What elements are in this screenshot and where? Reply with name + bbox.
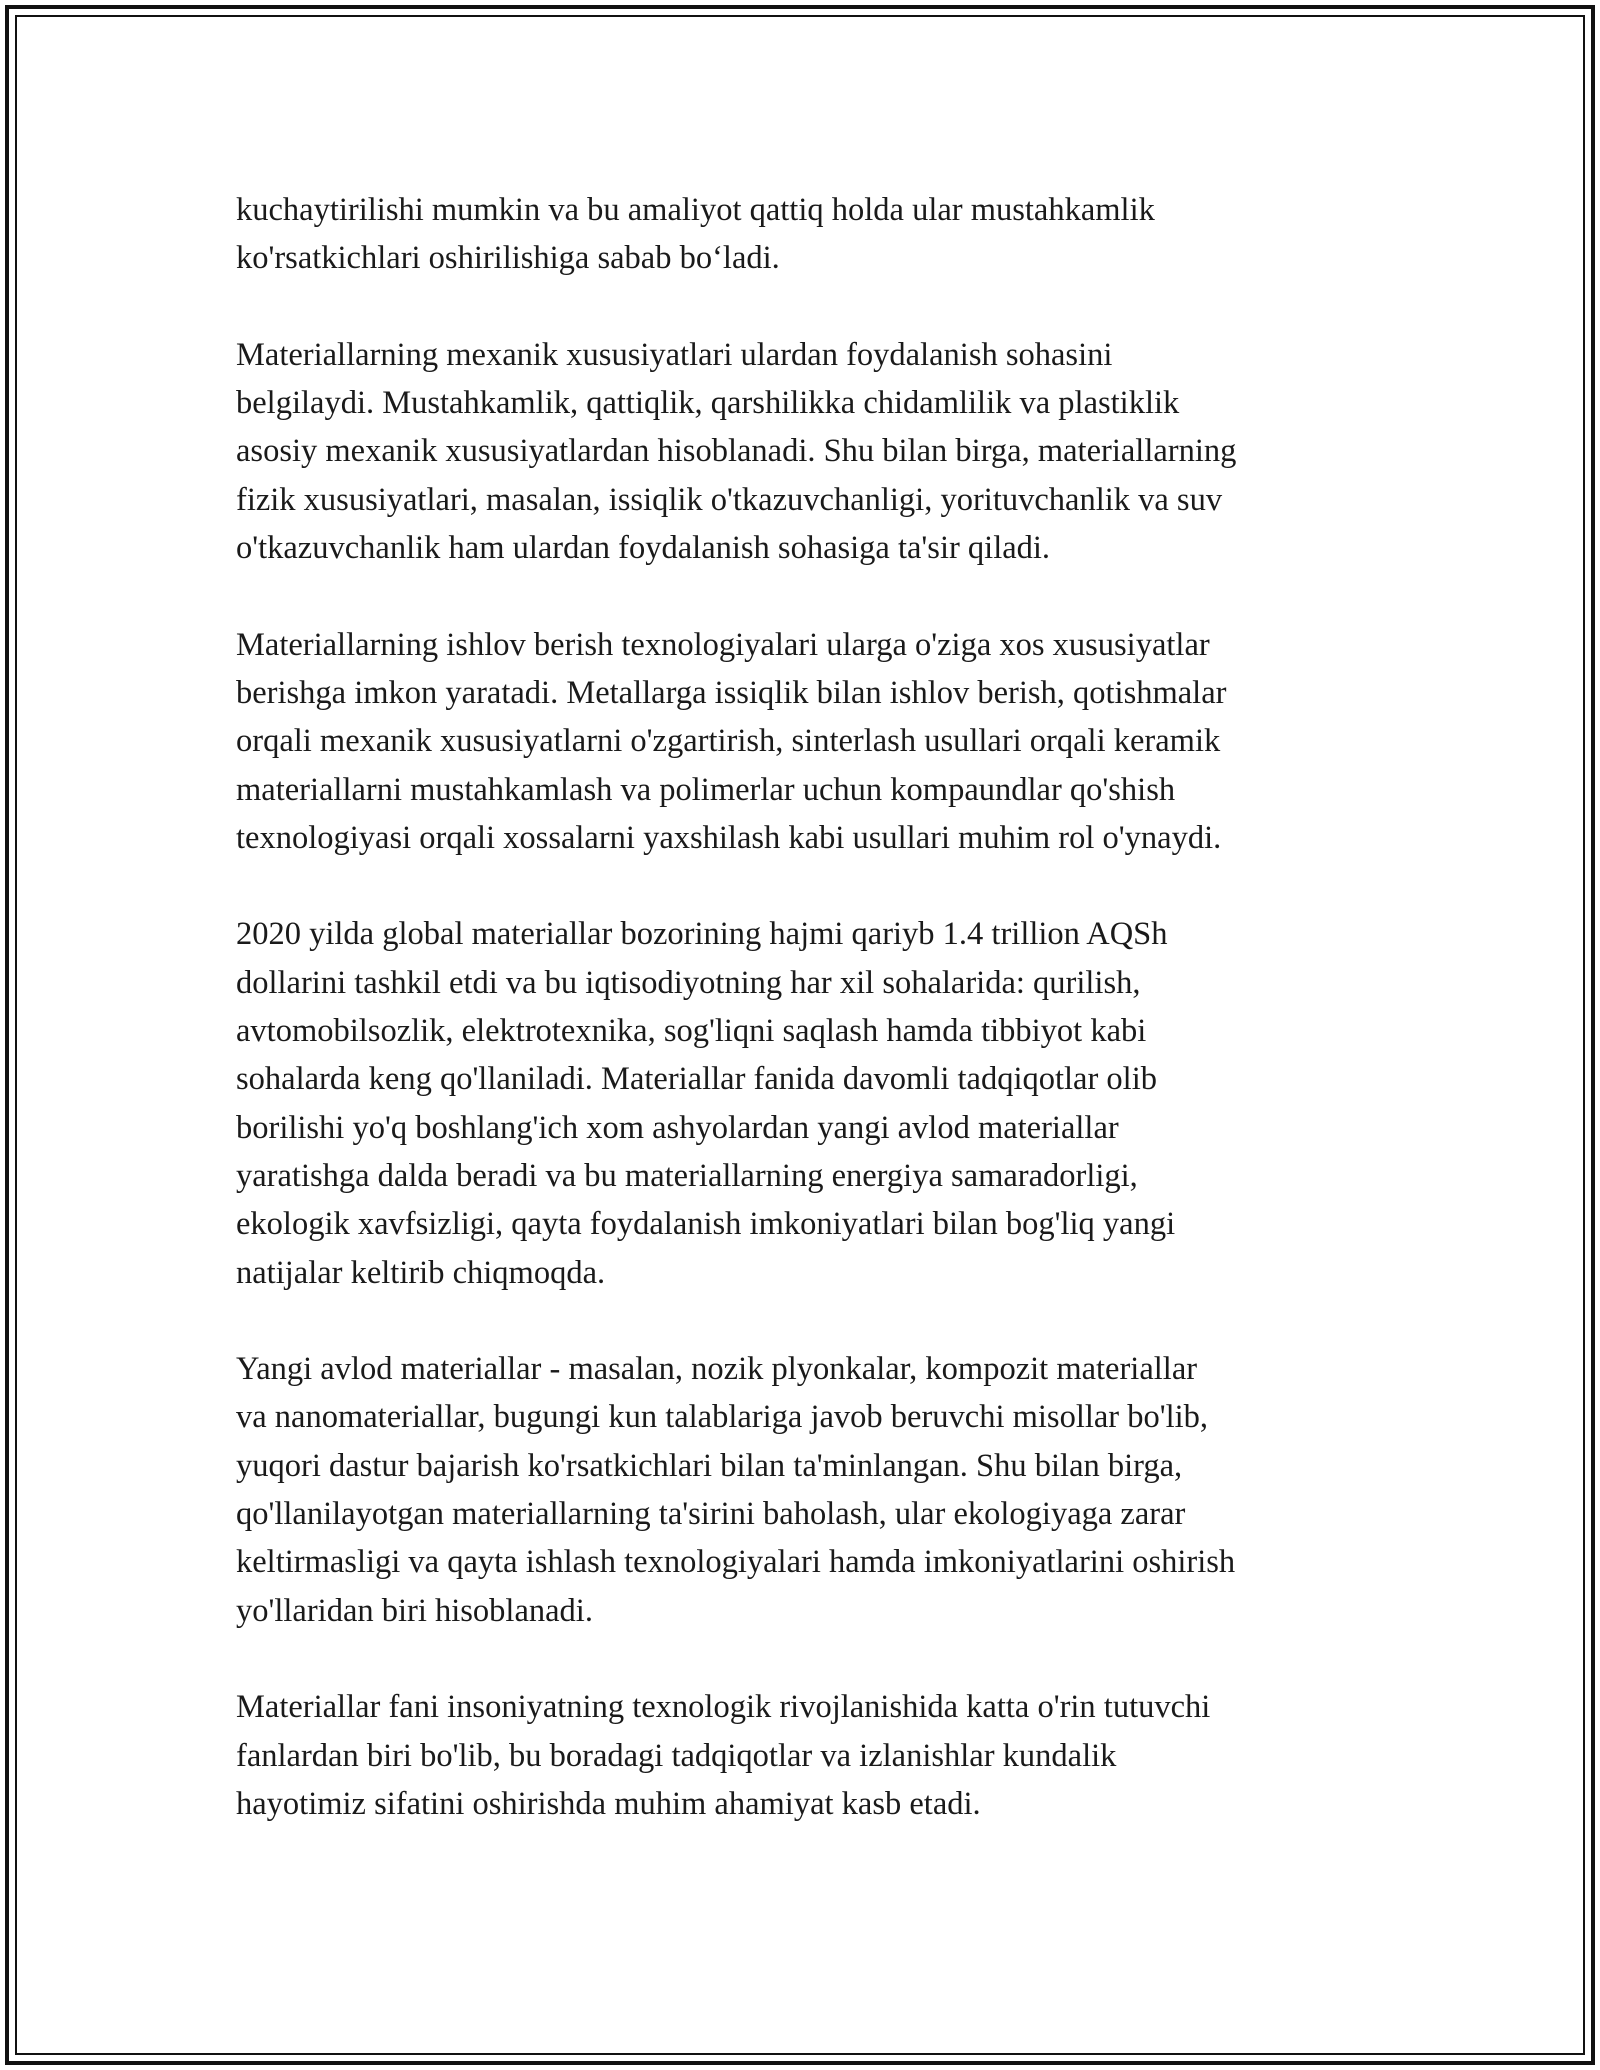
paragraph-3: Materiallarning ishlov berish texnologiyalari ularga o'ziga xos xususiyatlar berishga imkon yaratadi. Metallarga issiqlik bilan ishlov berish, qotishmalar orqali mexanik xususiyatlarni o'zgartirish, sinterlash usullari orqali keramik materiallarni mustahkamlash va polimerlar uchun kompaundlar qo'shish texnologiyasi orqali xossalarni yaxshilash kabi usullari muhim rol o'ynaydi.: [236, 626, 1227, 856]
document-body: [236, 186, 1376, 1828]
paragraph-6: Materiallar fani insoniyatning texnologik rivojlanishida katta o'rin tutuvchi fanlardan biri bo'lib, bu boradagi tadqiqotlar va izlanishlar kundalik hayotimiz sifatini oshirishda muhim ahamiyat kasb etadi.: [236, 1689, 1211, 1822]
paragraph-5: Yangi avlod materiallar - masalan, nozik plyonkalar, kompozit materiallar va nanomateriallar, bugungi kun talablariga javob beruvchi misollar bo'lib, yuqori dastur bajarish ko'rsatkichlari bilan ta'minlangan. Shu bilan birga, qo'llanilayotgan materiallarning ta'sirini baholash, ular ekologiyaga zarar keltirmasligi va qayta ishlash texnologiyalari hamda imkoniyatlarini oshirish yo'llaridan biri hisoblanadi.: [236, 1351, 1236, 1629]
paragraph-1: kuchaytirilishi mumkin va bu amaliyot qattiq holda ular mustahkamlik ko'rsatkichlari oshirilishiga sabab bo‘ladi.: [236, 192, 1155, 277]
paragraph-4: 2020 yilda global materiallar bozorining hajmi qariyb 1.4 trillion AQSh dollarini tashkil etdi va bu iqtisodiyotning har xil sohalarida: qurilish, avtomobilsozlik, elektrotexnika, sog'liqni saqlash hamda tibbiyot kabi sohalarda keng qo'llaniladi. Materiallar fanida davomli tadqiqotlar olib borilishi yo'q boshlang'ich xom ashyolardan yangi avlod materiallar yaratishga dalda beradi va bu materiallarning energiya samaradorligi, ekologik xavfsizligi, qayta foydalanish imkoniyatlari bilan bog'liq yangi natijalar keltirib chiqmoqda.: [236, 916, 1176, 1291]
paragraph-2: Materiallarning mexanik xususiyatlari ulardan foydalanish sohasini belgilaydi. Mustahkamlik, qattiqlik, qarshilikka chidamlilik va plastiklik asosiy mexanik xususiyatlardan hisoblanadi. Shu bilan birga, materiallarning fizik xususiyatlari, masalan, issiqlik o'tkazuvchanligi, yorituvchanlik va suv o'tkazuvchanlik ham ulardan foydalanish sohasiga ta'sir qiladi.: [236, 336, 1237, 567]
